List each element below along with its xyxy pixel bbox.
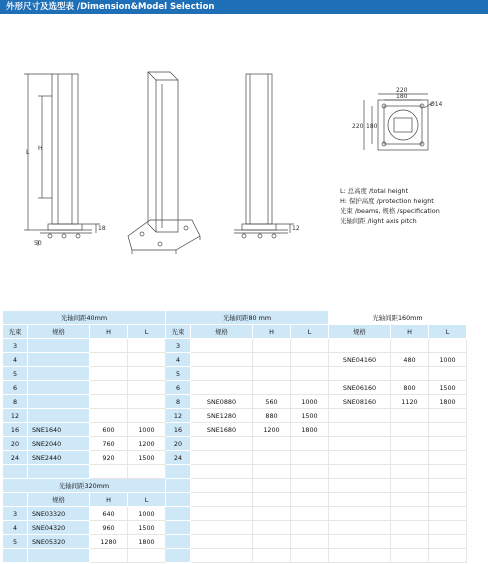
col-header: L bbox=[429, 325, 467, 339]
table-cell bbox=[128, 353, 166, 367]
table-cell bbox=[291, 451, 329, 465]
table-cell bbox=[28, 409, 90, 423]
col-header: H bbox=[253, 325, 291, 339]
table-cell bbox=[191, 535, 253, 549]
table-cell bbox=[191, 451, 253, 465]
table-cell bbox=[253, 465, 291, 479]
table-cell: 1000 bbox=[128, 507, 166, 521]
table-cell bbox=[253, 521, 291, 535]
table-cell bbox=[191, 521, 253, 535]
table-row bbox=[3, 465, 467, 479]
table-cell bbox=[429, 437, 467, 451]
table-cell: 20 bbox=[3, 437, 28, 451]
col-header: 光束 bbox=[3, 325, 28, 339]
table-cell: 1800 bbox=[128, 535, 166, 549]
table-cell: 1500 bbox=[429, 381, 467, 395]
table-cell bbox=[128, 465, 166, 479]
table-cell: SNE04320 bbox=[28, 521, 90, 535]
col-header: L bbox=[128, 493, 166, 507]
table-row bbox=[3, 549, 467, 563]
table-row bbox=[3, 395, 467, 409]
table-cell bbox=[429, 465, 467, 479]
table-cell bbox=[329, 423, 391, 437]
table-cell: 1800 bbox=[429, 395, 467, 409]
table-cell: 920 bbox=[90, 451, 128, 465]
table-cell bbox=[28, 381, 90, 395]
legend-line: L: 总高度 /total height bbox=[340, 187, 409, 195]
col-header: H bbox=[90, 493, 128, 507]
table-cell: 640 bbox=[90, 507, 128, 521]
table-cell bbox=[90, 549, 128, 563]
side-view bbox=[234, 74, 294, 238]
table-cell: 3 bbox=[166, 339, 191, 353]
table-cell: 1000 bbox=[128, 423, 166, 437]
table-cell: 600 bbox=[90, 423, 128, 437]
legend-line: 光束 /beams, 规格 /specification bbox=[340, 207, 440, 215]
table-cell bbox=[28, 465, 90, 479]
dim-180-side: 180 bbox=[366, 123, 378, 130]
table-cell: 4 bbox=[3, 353, 28, 367]
col-header: L bbox=[128, 325, 166, 339]
table-cell bbox=[28, 367, 90, 381]
table-cell: 3 bbox=[3, 339, 28, 353]
table-cell bbox=[391, 493, 429, 507]
column-header-row bbox=[3, 325, 467, 339]
table-cell: SNE03320 bbox=[28, 507, 90, 521]
group-header-row bbox=[3, 479, 467, 493]
col-header: H bbox=[90, 325, 128, 339]
table-cell: 12 bbox=[166, 409, 191, 423]
table-cell bbox=[329, 465, 391, 479]
table-cell: SNE04160 bbox=[329, 353, 391, 367]
table-cell bbox=[90, 465, 128, 479]
table-cell: 1200 bbox=[128, 437, 166, 451]
table-cell bbox=[391, 437, 429, 451]
table-cell bbox=[429, 535, 467, 549]
group-header: 光轴间距320mm bbox=[3, 479, 166, 493]
legend bbox=[340, 186, 440, 226]
table-cell bbox=[391, 423, 429, 437]
table-cell: 1500 bbox=[128, 521, 166, 535]
table-cell bbox=[329, 367, 391, 381]
table-cell: SNE1680 bbox=[191, 423, 253, 437]
table-cell: SNE05320 bbox=[28, 535, 90, 549]
table-cell bbox=[128, 339, 166, 353]
table-cell: 16 bbox=[3, 423, 28, 437]
dim-H: H bbox=[38, 145, 43, 152]
table-cell bbox=[28, 395, 90, 409]
table-cell: 6 bbox=[166, 381, 191, 395]
iso-view bbox=[128, 72, 200, 254]
table-cell: 4 bbox=[3, 521, 28, 535]
table-cell bbox=[391, 479, 429, 493]
table-cell bbox=[191, 479, 253, 493]
column-header-row bbox=[3, 493, 467, 507]
table-cell bbox=[191, 549, 253, 563]
top-view bbox=[364, 94, 434, 150]
table-cell bbox=[28, 549, 90, 563]
table-cell bbox=[3, 465, 28, 479]
legend-line: 光轴间距 /light axis pitch bbox=[340, 217, 417, 225]
table-cell bbox=[191, 493, 253, 507]
table-cell bbox=[291, 493, 329, 507]
table-cell bbox=[253, 367, 291, 381]
table-cell bbox=[291, 521, 329, 535]
table-cell bbox=[429, 423, 467, 437]
group-header: 光轴间距40mm bbox=[3, 311, 166, 325]
table-cell bbox=[329, 339, 391, 353]
table-cell bbox=[128, 367, 166, 381]
table-cell bbox=[253, 339, 291, 353]
table-cell bbox=[329, 493, 391, 507]
table-cell bbox=[429, 451, 467, 465]
table-cell: 5 bbox=[3, 367, 28, 381]
table-cell bbox=[253, 535, 291, 549]
table-cell bbox=[291, 465, 329, 479]
table-cell: 5 bbox=[166, 367, 191, 381]
table-cell bbox=[166, 465, 191, 479]
table-cell: 1500 bbox=[291, 409, 329, 423]
table-cell: 8 bbox=[166, 395, 191, 409]
dim-50: 50 bbox=[34, 240, 42, 247]
table-cell bbox=[253, 353, 291, 367]
table-cell: 760 bbox=[90, 437, 128, 451]
col-header: 规格 bbox=[28, 325, 90, 339]
table-cell bbox=[329, 437, 391, 451]
table-cell: 1200 bbox=[253, 423, 291, 437]
table-cell bbox=[191, 353, 253, 367]
table-cell bbox=[429, 367, 467, 381]
table-cell bbox=[391, 535, 429, 549]
table-cell bbox=[291, 437, 329, 451]
table-cell bbox=[128, 395, 166, 409]
table-cell bbox=[429, 549, 467, 563]
table-cell bbox=[191, 367, 253, 381]
group-header: 光轴间距80 mm bbox=[166, 311, 329, 325]
table-cell: 3 bbox=[3, 507, 28, 521]
table-cell bbox=[391, 339, 429, 353]
table-cell bbox=[90, 409, 128, 423]
table-cell bbox=[253, 437, 291, 451]
table-cell bbox=[166, 479, 191, 493]
table-cell bbox=[253, 479, 291, 493]
col-header: 规格 bbox=[329, 325, 391, 339]
table-cell bbox=[128, 381, 166, 395]
table-cell bbox=[291, 507, 329, 521]
table-cell bbox=[90, 339, 128, 353]
table-cell bbox=[191, 507, 253, 521]
table-cell: SNE08160 bbox=[329, 395, 391, 409]
dim-L: L bbox=[26, 149, 30, 156]
table-cell bbox=[166, 507, 191, 521]
table-cell: 5 bbox=[3, 535, 28, 549]
table-cell bbox=[291, 479, 329, 493]
table-cell bbox=[291, 339, 329, 353]
table-cell bbox=[329, 549, 391, 563]
table-cell: 12 bbox=[3, 409, 28, 423]
table-cell bbox=[90, 367, 128, 381]
table-cell: 1500 bbox=[128, 451, 166, 465]
table-cell: 8 bbox=[3, 395, 28, 409]
table-cell bbox=[291, 381, 329, 395]
table-row bbox=[3, 409, 467, 423]
dim-12: 12 bbox=[292, 225, 300, 232]
table-cell bbox=[253, 549, 291, 563]
col-header: L bbox=[291, 325, 329, 339]
table-cell bbox=[253, 493, 291, 507]
table-cell bbox=[166, 493, 191, 507]
group-header-row bbox=[3, 311, 467, 325]
col-header: 规格 bbox=[28, 493, 90, 507]
table-cell bbox=[391, 367, 429, 381]
table-cell: 24 bbox=[166, 451, 191, 465]
table-row bbox=[3, 507, 467, 521]
table-cell bbox=[253, 381, 291, 395]
table-cell: 4 bbox=[166, 353, 191, 367]
table-cell: 480 bbox=[391, 353, 429, 367]
table-cell bbox=[28, 339, 90, 353]
table-row bbox=[3, 423, 467, 437]
table-cell: 1120 bbox=[391, 395, 429, 409]
col-header: H bbox=[391, 325, 429, 339]
table-cell bbox=[429, 339, 467, 353]
table-cell bbox=[90, 395, 128, 409]
table-cell: 1000 bbox=[291, 395, 329, 409]
table-cell: 960 bbox=[90, 521, 128, 535]
table-cell: 6 bbox=[3, 381, 28, 395]
table-cell bbox=[329, 409, 391, 423]
table-cell: SNE2040 bbox=[28, 437, 90, 451]
table-row bbox=[3, 521, 467, 535]
table-cell bbox=[329, 451, 391, 465]
table-cell bbox=[429, 493, 467, 507]
table-cell bbox=[253, 451, 291, 465]
table-cell bbox=[191, 381, 253, 395]
table-cell bbox=[90, 353, 128, 367]
table-row bbox=[3, 339, 467, 353]
table-cell bbox=[191, 437, 253, 451]
page-header: 外形尺寸及选型表 /Dimension&Model Selection bbox=[0, 0, 488, 14]
table-cell: 20 bbox=[166, 437, 191, 451]
table-cell: 880 bbox=[253, 409, 291, 423]
table-cell bbox=[291, 353, 329, 367]
table-cell bbox=[391, 465, 429, 479]
table-cell bbox=[291, 535, 329, 549]
table-cell bbox=[128, 409, 166, 423]
dim-18: 18 bbox=[98, 225, 106, 232]
table-cell bbox=[191, 339, 253, 353]
dim-220-top: 220 bbox=[396, 87, 408, 94]
table-row bbox=[3, 353, 467, 367]
table-cell: SNE2440 bbox=[28, 451, 90, 465]
table-cell: SNE0880 bbox=[191, 395, 253, 409]
dim-220-side: 220 bbox=[352, 123, 364, 130]
table-row bbox=[3, 437, 467, 451]
table-cell bbox=[3, 549, 28, 563]
front-view bbox=[24, 74, 100, 246]
table-row bbox=[3, 451, 467, 465]
table-cell: 1800 bbox=[291, 423, 329, 437]
table-cell bbox=[128, 549, 166, 563]
table-cell: SNE1640 bbox=[28, 423, 90, 437]
table-cell bbox=[391, 507, 429, 521]
group-header: 光轴间距160mm bbox=[329, 311, 467, 325]
table-cell bbox=[329, 479, 391, 493]
table-cell: 24 bbox=[3, 451, 28, 465]
table-cell bbox=[329, 535, 391, 549]
table-cell bbox=[28, 353, 90, 367]
table-cell: 1280 bbox=[90, 535, 128, 549]
table-cell bbox=[191, 465, 253, 479]
table-cell: 16 bbox=[166, 423, 191, 437]
col-header bbox=[3, 493, 28, 507]
table-cell bbox=[329, 521, 391, 535]
table-cell bbox=[90, 381, 128, 395]
dim-180-top: 180 bbox=[396, 93, 408, 100]
table-row bbox=[3, 381, 467, 395]
table-cell: 800 bbox=[391, 381, 429, 395]
table-cell bbox=[391, 409, 429, 423]
table-cell bbox=[391, 549, 429, 563]
dimension-drawing bbox=[0, 14, 488, 310]
dim-hole: Ø14 bbox=[430, 101, 443, 108]
table-cell bbox=[291, 549, 329, 563]
table-cell bbox=[253, 507, 291, 521]
table-cell bbox=[291, 367, 329, 381]
col-header: 光束 bbox=[166, 325, 191, 339]
legend-line: H: 保护高度 /protection height bbox=[340, 197, 434, 205]
table-cell: SNE06160 bbox=[329, 381, 391, 395]
table-cell: 1000 bbox=[429, 353, 467, 367]
table-cell bbox=[429, 479, 467, 493]
table-cell bbox=[329, 507, 391, 521]
table-cell bbox=[429, 507, 467, 521]
model-selection-table bbox=[2, 310, 467, 563]
table-row bbox=[3, 535, 467, 549]
table-cell bbox=[166, 535, 191, 549]
table-row bbox=[3, 367, 467, 381]
table-cell bbox=[391, 521, 429, 535]
table-cell: 560 bbox=[253, 395, 291, 409]
col-header: 规格 bbox=[191, 325, 253, 339]
table-cell bbox=[166, 549, 191, 563]
table-cell bbox=[166, 521, 191, 535]
table-cell bbox=[429, 409, 467, 423]
table-cell bbox=[391, 451, 429, 465]
table-cell: SNE1280 bbox=[191, 409, 253, 423]
table-cell bbox=[429, 521, 467, 535]
